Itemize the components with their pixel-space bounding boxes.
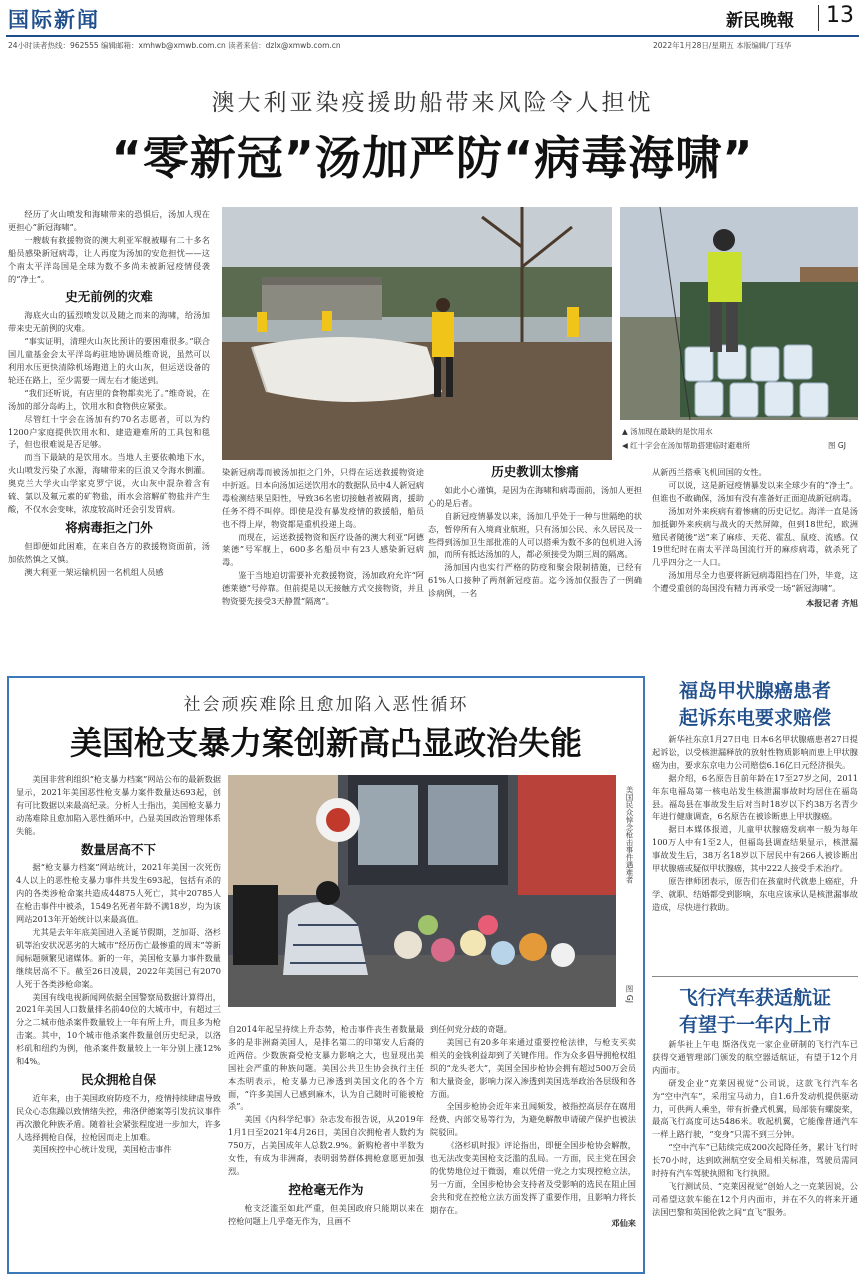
gun-byline: 邓仙来 <box>611 1217 636 1228</box>
lead-para: “我们还听说，有店里的食物都卖光了。”维奇说，在汤加的部分岛屿上，饮用水和食物供应紧张。 <box>8 387 210 411</box>
lead-para: 一艘载有救援物资的澳大利亚军舰被曝有二十多名船员感染新冠病毒，让人再度为汤加的安危担忧——这个南太平洋岛国是全球为数不多尚未被新冠疫情侵袭的“净土”。 <box>8 234 210 284</box>
newspaper-logo: 新民晚報 <box>726 11 794 31</box>
section-divider <box>652 976 858 977</box>
lead-para: 汤加国内也实行严格的防疫和聚会限制措施，已经有61%人口接种了两剂新冠疫苗。迄今汤加仅报告了一例确诊病例，一名 <box>428 562 642 599</box>
photo-red-cross-shelter <box>222 207 612 460</box>
fukushima-para: 原告律师团表示，原告们在孩童时代就患上癌症，升学、就职、结婚都受到影响，东电应该承认是核泄漏事故造成，尽快进行救助。 <box>652 875 858 912</box>
fukushima-headline-2: 起诉东电要求赔偿 <box>678 707 831 729</box>
lead-caption-2: ◀ 红十字会在汤加帮助搭建临时避难所 <box>622 441 751 450</box>
gun-para: 美国已有20多年来通过重要控枪法律，与枪支买卖相关的金钱利益却到了关键作用。作为众多倡导拥枪权组织的“龙头老大”，美国全国步枪协会拥有超过500万会员和大量资金，影响力深入渗透到美国选举政治各层级和各方面。 <box>430 1036 636 1099</box>
lead-para: 而当下最缺的是饮用水。当地人主要依赖地下水，火山喷发污染了水源，海啸带来的巨浪又令海水倒灌。奥克兰大学火山学家克罗宁说，火山灰中混杂着含有硫、氯以及氟元素的矿物盐，雨水会溶解矿物盐并产生酸，不仅水会变味，浓度较高时还会引发胃病。 <box>8 452 210 514</box>
masthead-bar <box>0 0 865 34</box>
lead-para: 汤加用尽全力也要将新冠病毒阻挡在门外，毕竟，这个遭受重创的岛国没有精力再承受一场“新冠海啸”。 <box>652 570 858 594</box>
lead-para: 从新西兰搭乘飞机回国的女性。 <box>652 467 767 477</box>
lead-caption-1: ▲ 汤加现在最缺的是饮用水 <box>622 427 713 436</box>
lead-para: 经历了火山喷发和海啸带来的恐惧后，汤加人现在更担心“新冠海啸”。 <box>8 209 210 232</box>
page-number: 13 <box>826 3 854 28</box>
photo-gun-memorial <box>228 775 616 1007</box>
gun-para: 美国非营利组织“枪支暴力档案”网站公布的最新数据显示，2021年美国恶性枪支暴力案件数量达693起，创有可比数据以来最高纪录。分析人士指出，美国枪支暴力动荡难除且愈加陷入恶性循环中，凸显美国政治管理体系失能。 <box>16 774 221 836</box>
gun-subhead-3: 控枪毫无作为 <box>288 1181 364 1197</box>
lead-column-1 <box>8 208 210 578</box>
lead-para: 而现在，运送救援物资和医疗设备的澳大利亚“阿德莱德”号军舰上，600多名船员中有23人感染新冠病毒。 <box>222 531 424 568</box>
flying-car-headline-2: 有望于一年内上市 <box>678 1014 831 1036</box>
gun-column-3 <box>430 1023 636 1230</box>
lead-column-3 <box>428 466 642 600</box>
lead-subhead-2: 将病毒拒之门外 <box>65 519 153 535</box>
fukushima-para: 据日本媒体报道，儿童甲状腺癌发病率一般为每年100万人中有1至2人，但福岛县调查结果显示，核泄漏事故发生后，38万名18岁以下居民中有266人被诊断出甲状腺癌或疑似甲状腺癌，其中222人接受手术治疗。 <box>652 824 858 874</box>
header-rule <box>6 35 859 37</box>
lead-para: 如此小心谨慎，是因为在海啸和病毒面前，汤加人更担心的是后者。 <box>428 484 642 508</box>
flying-car-para: 飞行测试员、“克莱因视觉”创始人之一克莱因说，公司希望这款车能在12个月内面市，并在不久的将来开通法国巴黎和英国伦敦之间“直飞”服务。 <box>652 1180 858 1217</box>
lead-para: 染新冠病毒而被汤加拒之门外，只得在运送救援物资途中折返。日本向汤加运送饮用水的数据队员中4人新冠病毒检测结果呈阳性，导致36名密切接触者被隔离，援助任务不得不叫停。即使是没有暴发疫情的救援船，船员也不得上岸，物资都是重机投递上岛。 <box>222 467 424 529</box>
gun-column-2 <box>228 1023 424 1228</box>
fukushima-para: 新华社东京1月27日电 日本6名甲状腺癌患者27日提起诉讼，以受核泄漏释放的放射性物质影响而患上甲状腺癌为由，要求东京电力公司赔偿6.16亿日元经济损失。 <box>652 734 858 770</box>
fukushima-headline-1: 福岛甲状腺癌患者 <box>678 680 831 702</box>
gun-caption-credit: 图 GJ <box>625 985 634 1003</box>
lead-para: 汤加对外来疾病有着惨痛的历史记忆。海洋一直是汤加抵御外来疾病与战火的天然屏障，但到18世纪，欧洲殖民者随後“送”来了麻疹、天花、霍乱、鼠疫、流感。仅19世纪时在南太平洋岛国流行开的麻疹病毒，就杀死了几乎四分之一人口。 <box>652 505 858 568</box>
header-divider <box>818 5 819 31</box>
lead-para: 鉴于当地迫切需要补充救援物资，汤加政府允许“阿德莱德”号停靠。但前提是以无接触方式交接物资，并且物资要先接受3天静置“隔离”。 <box>222 570 424 607</box>
lead-para: “事实证明，清理火山灰比预计的要困难很多。”联合国儿童基金会太平洋岛屿驻地协调员维奇说，虽然可以利用水压更快清除机场跑道上的火山灰，但运送设备的轮还在路上，至少需要一周左右才能送到。 <box>8 336 210 385</box>
gun-para: 《洛杉矶时报》评论指出，即便全国步枪协会解散，也无法改变美国枪支泛滥的乱局。一方面，民主党在国会的优势地位过于微弱，难以凭借一党之力实现控枪立法，另一方面，全国步枪协会支持者及受影响的选民在阻止国会共和党在控枪立法方面发挥了重要作用，且影响力将长期存在。 <box>430 1140 636 1215</box>
lead-subhead-1: 史无前例的灾难 <box>65 289 153 305</box>
lead-column-2 <box>222 466 424 608</box>
date-line: 2022年1月28日/星期五 本版编辑/丁珏华 <box>653 41 792 50</box>
fukushima-column <box>652 733 858 914</box>
gun-para: 美国有线电视新闻网依据全国警察局数据计算得出，2021年美国人口数量排名前40位的大城市中，有超过三分之二城市他杀案件数量较上一年有所上升，而且多为枪击案。其中，10个城市他杀案件数量创历史纪录，以洛杉矶和纽约为例，他杀案件数量较上一年分别上涨12%和4%。 <box>16 991 221 1067</box>
flying-car-column <box>652 1038 858 1219</box>
lead-para: 海底火山的猛烈喷发以及随之而来的海啸，给汤加带来史无前例的灾难。 <box>8 310 210 334</box>
flying-car-headline-1: 飞行汽车获适航证 <box>678 987 831 1009</box>
gun-caption-vertical: 美国民众悼念枪击事件遇难者 <box>625 786 634 884</box>
gun-para: 美国疾控中心统计发现，美国枪击事件 <box>32 1144 172 1155</box>
lead-subhead-3: 历史教训太惨痛 <box>491 464 579 479</box>
gun-subhead-1: 数量居高不下 <box>80 841 156 857</box>
hotline-text: 24小时读者热线：962555 编辑邮箱：xmhwb@xmwb.com.cn 读者来信：dzlx@xmwb.com.cn <box>8 41 341 50</box>
lead-para: 可以说，这是新冠疫情暴发以来全球少有的“净土”。但谁也不敢确保，汤加有没有准备好正面迎战新冠病毒。 <box>652 479 858 503</box>
gun-subhead-2: 民众拥枪自保 <box>80 1071 156 1087</box>
gun-column-1 <box>16 773 221 1156</box>
gun-headline: 美国枪支暴力案创新高凸显政治失能 <box>69 724 582 762</box>
lead-para: 澳大利亚一架运输机因一名机组人员感 <box>24 566 164 577</box>
gun-kicker: 社会顽疾难除且愈加陷入恶性循环 <box>183 695 469 715</box>
gun-para: 自2014年起呈持续上升态势，枪击事件丧生者数量最多的是非洲裔美国人，是排名第二的印第安人后裔的近两倍。少数族裔受枪支暴力影响之大，也显现出美国社会严重的种族问题。美国公共卫生协会执行主任本杰明表示，枪支暴力已渗透到美国文化的各个方面，“许多美国人已感到麻木，认为自己随时可能被枪杀”。 <box>228 1024 424 1112</box>
gun-para: 美国《内科学纪事》杂志发布报告说，从2019年1月1日至2021年4月26日，美国自次拥枪者人数约为750万，占美国成年人总数2.9%。新购枪者中半数为女性，有成为非洲裔，表明弱势群体拥枪意愿更加强烈。 <box>228 1114 424 1176</box>
lead-headline: “零新冠”汤加严防“病毒海啸” <box>111 131 754 185</box>
gun-para: 尤其是去年年底美国进入圣诞节假期，芝加哥、洛杉矶等治安状况恶劣的大城市“经历伤亡最惨重的周末”等新闻标题频繁见诸媒体。新的一年，美国枪支暴力事件数量继续居高不下。截至26日凌晨，2022年美国已有2070人死于各类涉枪命案。 <box>16 926 221 989</box>
gun-para: 据“枪支暴力档案”网站统计，2021年美国一次死伤4人以上的恶性枪支暴力事件共发生693起，包括有杀的内的各类涉枪命案共造成44875人死亡，其中20785人在枪击事件中被杀，1549名死者年龄不满18岁，均为该网站2013年开始统计以来最高值。 <box>16 862 221 925</box>
lead-column-4 <box>652 466 858 610</box>
lead-para: 尽管红十字会在汤加有约70名志愿者，可以为约1200户家庭提供饮用水和、建造避难所的工具包和毯子，但也很难说是否足够。 <box>8 413 210 450</box>
gun-para: 全国步枪协会近年来丑闻频发，被指控高层存在腐用经费、内部交易等行为，为避免解散申请破产保护也被法院驳回。 <box>430 1101 636 1138</box>
lead-caption-credit: 图 GJ <box>828 441 846 450</box>
lead-para: 但即便如此困难，在来自各方的救援物资面前，汤加依然慎之又慎。 <box>8 540 210 564</box>
lead-para: 自新冠疫情暴发以来，汤加几乎处于一种与世隔绝的状态，暂停所有入境商业航班，只有汤加公民、永久居民及一些得到汤加卫生部批准的人可以搭乘为数不多的包机进入汤加，而所有抵达汤加的人，都必须接受为期三周的隔离。 <box>428 510 642 560</box>
lead-kicker: 澳大利亚染疫援助船带来风险令人担忧 <box>211 90 654 116</box>
gun-para: 到任何党分歧的奇题。 <box>430 1024 512 1034</box>
gun-para: 近年来，由于美国政府防疫不力，疫情持续肆虐导致民众心态焦躁以致情绪失控，弗洛伊德案等引发抗议事件再次激化种族矛盾。随着社会紧张程度进一步加大，许多人选择拥枪自保，拉枪因而走上加难。 <box>16 1092 221 1142</box>
flying-car-para: 新华社上午电 斯洛伐克一家企业研制的飞行汽车已获得交通管理部门颁发的航空器适航证，有望于12个月内面市。 <box>652 1039 858 1075</box>
flying-car-para: 研发企业“克莱因视觉”公司说，这款飞行汽车名为“空中汽车”，采用宝马动力，自1.6升发动机提供驱动力，可供两人乘坐，带有折叠式机翼，局部装有螺旋桨，最高飞行高度可达5486米。收起机翼，它能像普通汽车一样上路行驶，“变身”只需不到三分钟。 <box>652 1077 858 1140</box>
fukushima-para: 据介绍，6名原告目前年龄在17至27岁之间，2011年东电福岛第一核电站发生核泄漏事故时均居住在福岛县。福岛县在事故发生后对当时18岁以下约38万名青少年进行健康调查，6名原告在被诊断患上甲状腺癌。 <box>652 772 858 822</box>
lead-byline: 本报记者 齐旭 <box>806 598 858 609</box>
gun-para: 枪支泛滥至如此严重，但美国政府只能期以来在控枪问题上几乎毫无作为，且画不 <box>228 1202 424 1226</box>
photo-water-bottles <box>620 207 858 420</box>
section-title: 国际新闻 <box>8 8 100 32</box>
flying-car-para: “空中汽车”已陆续完成200次起降任务，累计飞行时长70小时，达到欧洲航空安全局相关标准，驾驶员需同时持有汽车驾驶执照和飞行执照。 <box>652 1142 858 1179</box>
